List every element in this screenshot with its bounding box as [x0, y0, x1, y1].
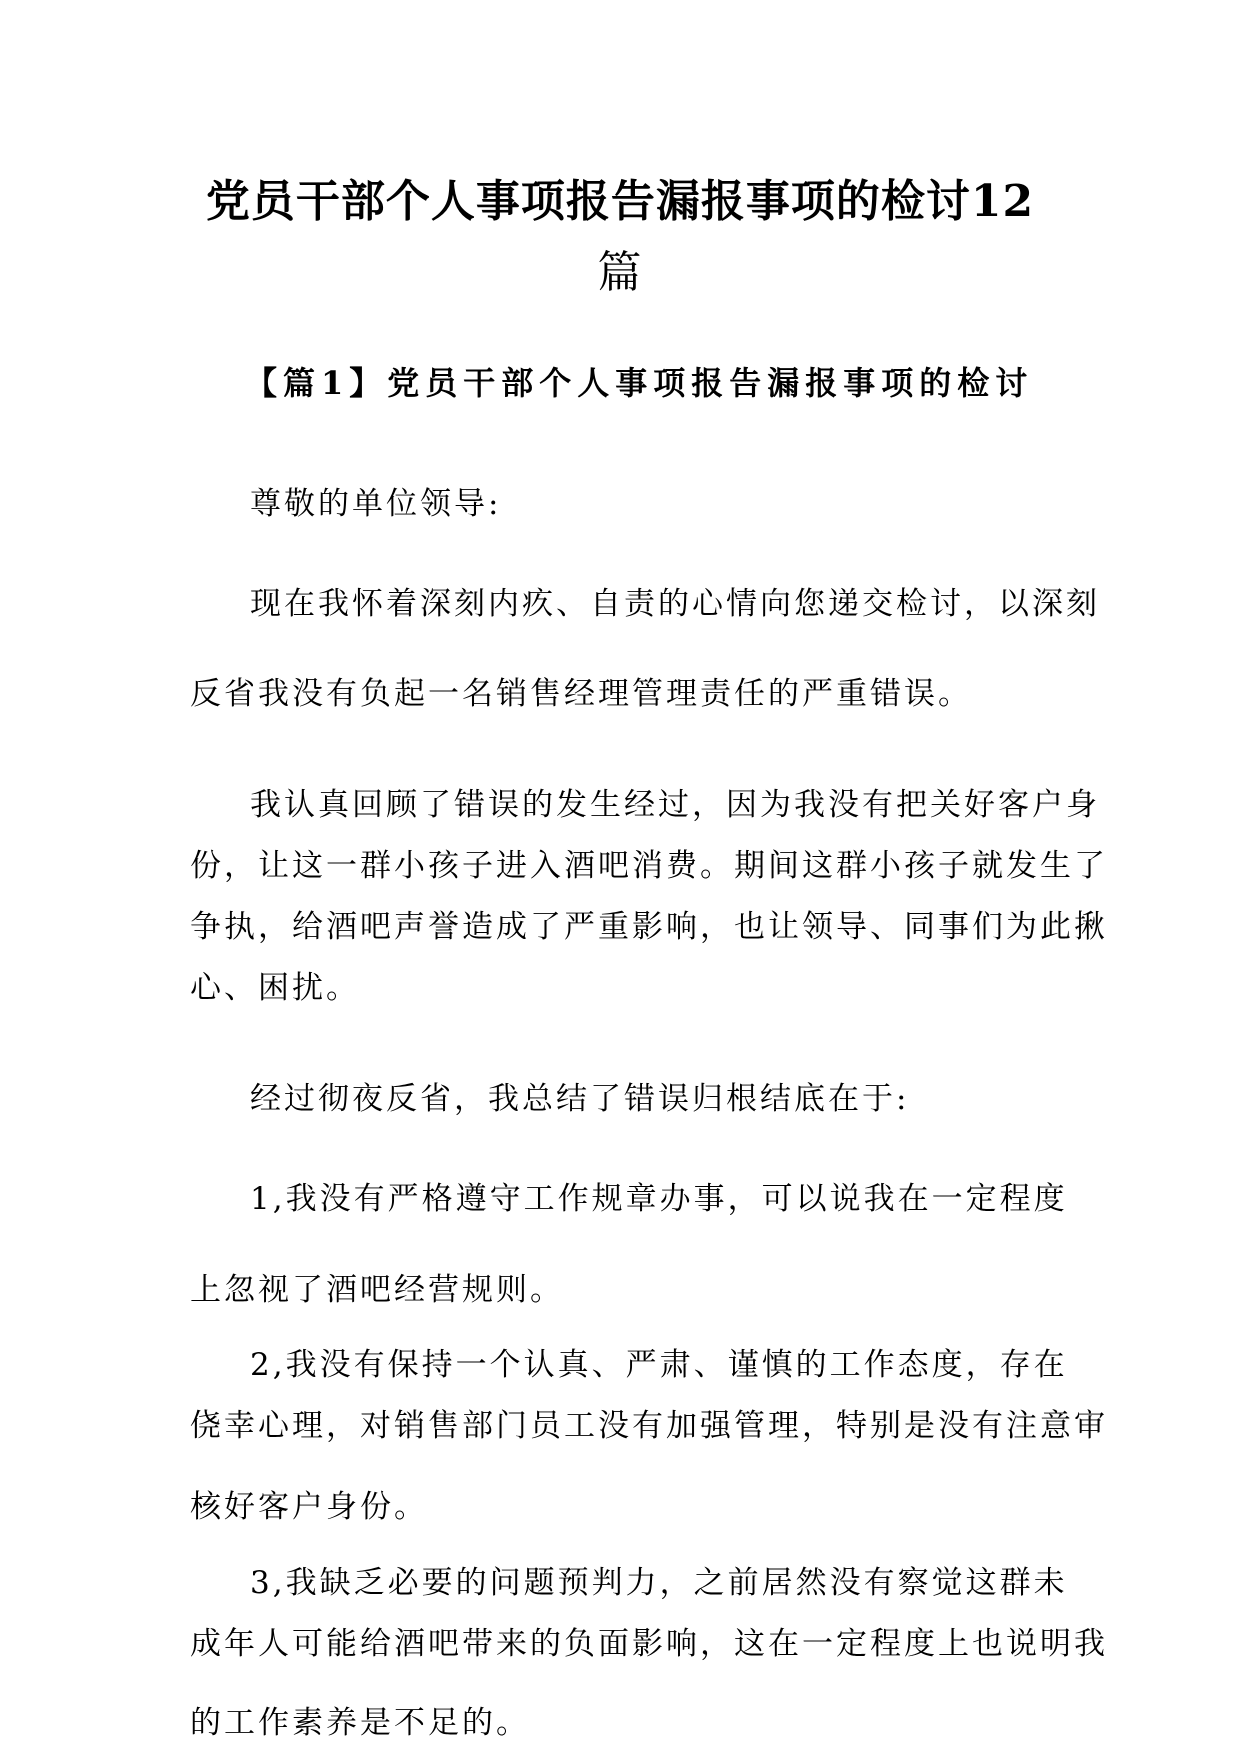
paragraph-line: 我认真回顾了错误的发生经过，因为我没有把关好客户身: [250, 787, 1100, 823]
salutation: 尊敬的单位领导:: [250, 486, 502, 522]
list-item-line: 的工作素养是不足的。: [190, 1705, 530, 1741]
list-item-line: 成年人可能给酒吧带来的负面影响，这在一定程度上也说明我: [190, 1626, 1108, 1662]
list-item-line: 3,我缺乏必要的问题预判力，之前居然没有察觉这群未: [250, 1565, 1068, 1601]
list-item-line: 2,我没有保持一个认真、严肃、谨慎的工作态度，存在: [250, 1347, 1068, 1383]
paragraph-line: 经过彻夜反省，我总结了错误归根结底在于:: [250, 1081, 910, 1117]
paragraph-line: 现在我怀着深刻内疚、自责的心情向您递交检讨，以深刻: [250, 586, 1100, 622]
document-title-line2: 篇: [597, 247, 643, 298]
list-item-line: 核好客户身份。: [190, 1489, 428, 1525]
paragraph-line: 反省我没有负起一名销售经理管理责任的严重错误。: [190, 676, 972, 712]
paragraph-line: 份，让这一群小孩子进入酒吧消费。期间这群小孩子就发生了: [190, 848, 1108, 884]
list-item-line: 侥幸心理，对销售部门员工没有加强管理，特别是没有注意审: [190, 1408, 1108, 1444]
document-title-line1: 党员干部个人事项报告漏报事项的检讨12: [205, 176, 1035, 227]
list-item-line: 1,我没有严格遵守工作规章办事，可以说我在一定程度: [250, 1181, 1068, 1217]
paragraph-line: 争执，给酒吧声誉造成了严重影响，也让领导、同事们为此揪: [190, 909, 1108, 945]
paragraph-line: 心、困扰。: [190, 970, 360, 1006]
section-heading: 【篇1】党员干部个人事项报告漏报事项的检讨: [245, 364, 1034, 402]
list-item-line: 上忽视了酒吧经营规则。: [190, 1272, 564, 1308]
